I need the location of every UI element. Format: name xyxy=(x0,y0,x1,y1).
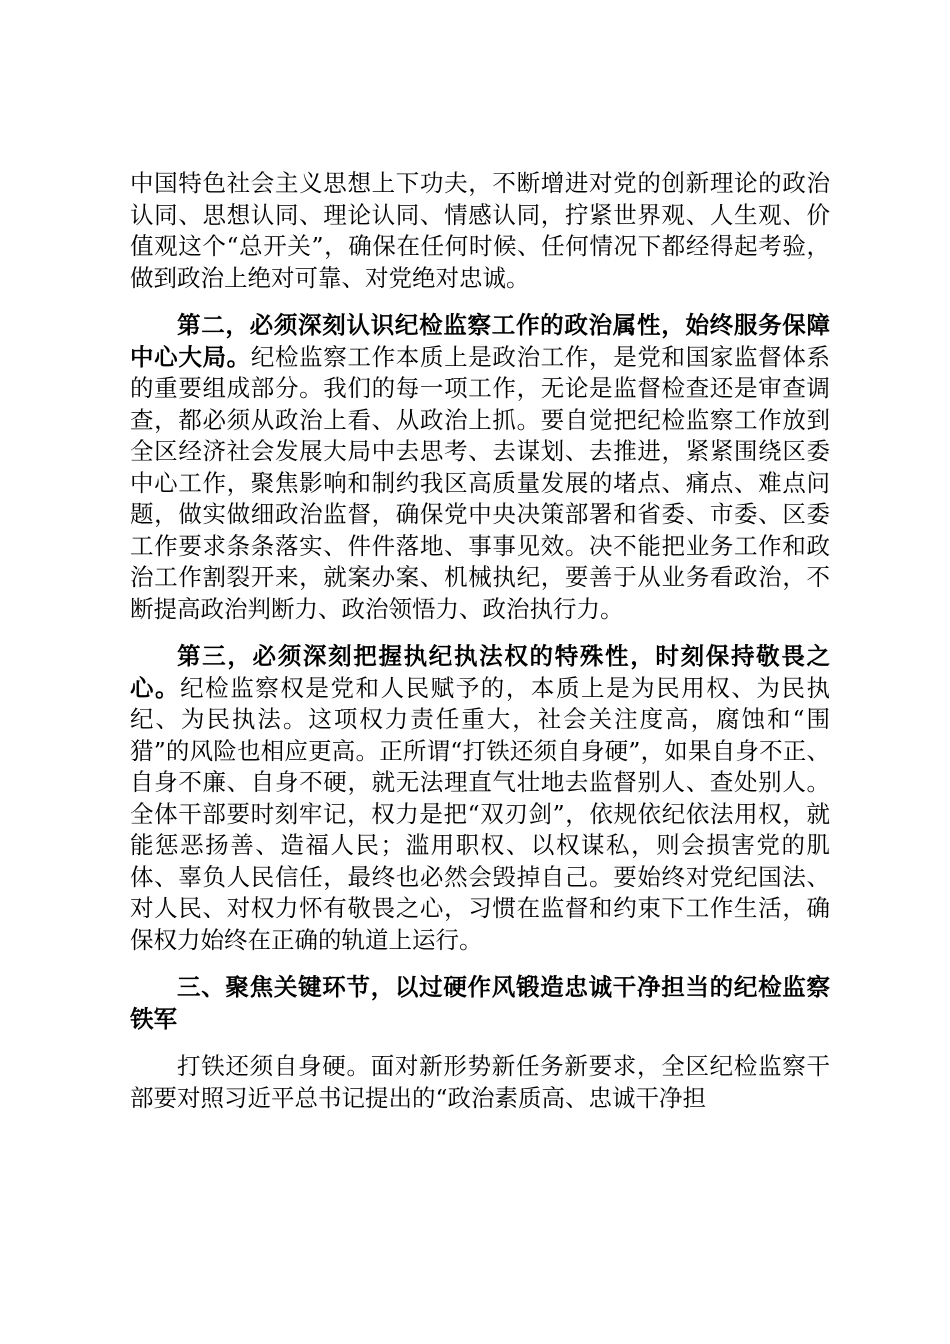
section-heading: 三、聚焦关键环节，以过硬作风锻造忠诚干净担当的纪检监察铁军 xyxy=(130,973,830,1033)
paragraph-third-point xyxy=(130,641,830,956)
paragraph-continuation xyxy=(130,168,830,294)
paragraph-text: 纪检监察工作本质上是政治工作，是党和国家监督体系的重要组成部分。我们的每一项工作，无论是监督检查还是审查调查，都必须从政治上看、从政治上抓。要自觉把纪检监察工作放到全区经济社会发展大局中去思考、去谋划、去推进，紧紧围绕区委中心工作，聚焦影响和制约我区高质量发展的堵点、痛点、难点问题，做实做细政治监督，确保党中央决策部署和省委、市委、区委工作要求条条落实、件件落地、事事见效。决不能把业务工作和政治工作割裂开来，就案办案、机械执纪，要善于从业务看政治，不断提高政治判断力、政治领悟力、政治执行力。 xyxy=(130,342,831,623)
document-page xyxy=(130,168,830,1114)
paragraph-section-intro xyxy=(130,1051,830,1114)
paragraph-text: 打铁还须自身硬。面对新形势新任务新要求，全区纪检监察干部要对照习近平总书记提出的“政治素质高、忠诚干净担 xyxy=(130,1052,830,1112)
paragraph-text: 中国特色社会主义思想上下功夫，不断增进对党的创新理论的政治认同、思想认同、理论认同、情感认同，拧紧世界观、人生观、价值观这个“总开关”，确保在任何时候、任何情况下都经得起考验，做到政治上绝对可靠、对党绝对忠诚。 xyxy=(130,169,830,292)
paragraph-second-point xyxy=(130,310,830,625)
paragraph-text: 纪检监察权是党和人民赋予的，本质上是为民用权、为民执纪、为民执法。这项权力责任重大，社会关注度高，腐蚀和“围猎”的风险也相应更高。正所谓“打铁还须自身硬”，如果自身不正、自身不廉、自身不硬，就无法理直气壮地去监督别人、查处别人。全体干部要时刻牢记，权力是把“双刃剑”，依规依纪依法用权，就能惩恶扬善、造福人民；滥用职权、以权谋私，则会损害党的肌体、辜负人民信任，最终也必然会毁掉自己。要始终对党纪国法、对人民、对权力怀有敬畏之心，习惯在监督和约束下工作生活，确保权力始终在正确的轨道上运行。 xyxy=(130,673,831,954)
paragraph-lead-bold: 第三，必须深刻把握执纪执法权的特殊性，时刻保持敬畏之心。 xyxy=(130,642,830,702)
paragraph-lead-bold: 第二，必须深刻认识纪检监察工作的政治属性，始终服务保障中心大局。 xyxy=(130,311,830,371)
